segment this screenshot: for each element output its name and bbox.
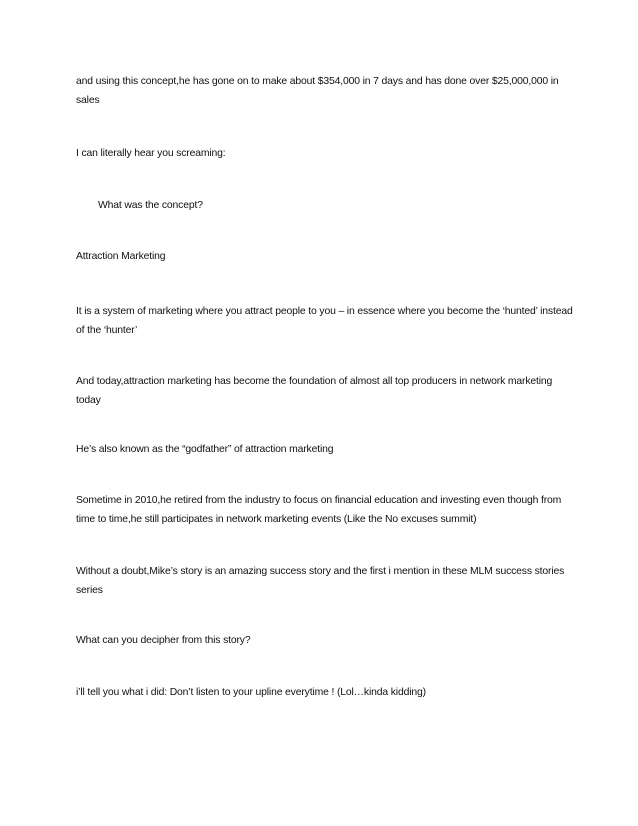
paragraph-concept-question: What was the concept? (98, 200, 203, 211)
paragraph-godfather: He’s also known as the “godfather” of attraction marketing (76, 444, 334, 455)
paragraph-foundation: And today,attraction marketing has become the foundation of almost all top producers in network marketing today (76, 376, 553, 406)
paragraph-system-definition: It is a system of marketing where you attract people to you – in essence where you become the ‘hunted’ instead of the ‘hunter’ (76, 306, 573, 336)
paragraph-upline: i’ll tell you what i did: Don’t listen to your upline everytime ! (Lol…kinda kidding) (76, 687, 426, 698)
paragraph-attraction-marketing: Attraction Marketing (76, 251, 166, 262)
paragraph-retired: Sometime in 2010,he retired from the industry to focus on financial education and investing even though from time to time,he still participates in network marketing events (Like the No excuses summit) (76, 495, 562, 525)
paragraph-decipher: What can you decipher from this story? (76, 635, 251, 646)
paragraph-screaming: I can literally hear you screaming: (76, 148, 226, 159)
paragraph-success-story: Without a doubt,Mike’s story is an amazing success story and the first i mention in these MLM success stories series (76, 566, 565, 596)
paragraph-sales: and using this concept,he has gone on to make about $354,000 in 7 days and has done over $25,000,000 in sales (76, 76, 559, 106)
